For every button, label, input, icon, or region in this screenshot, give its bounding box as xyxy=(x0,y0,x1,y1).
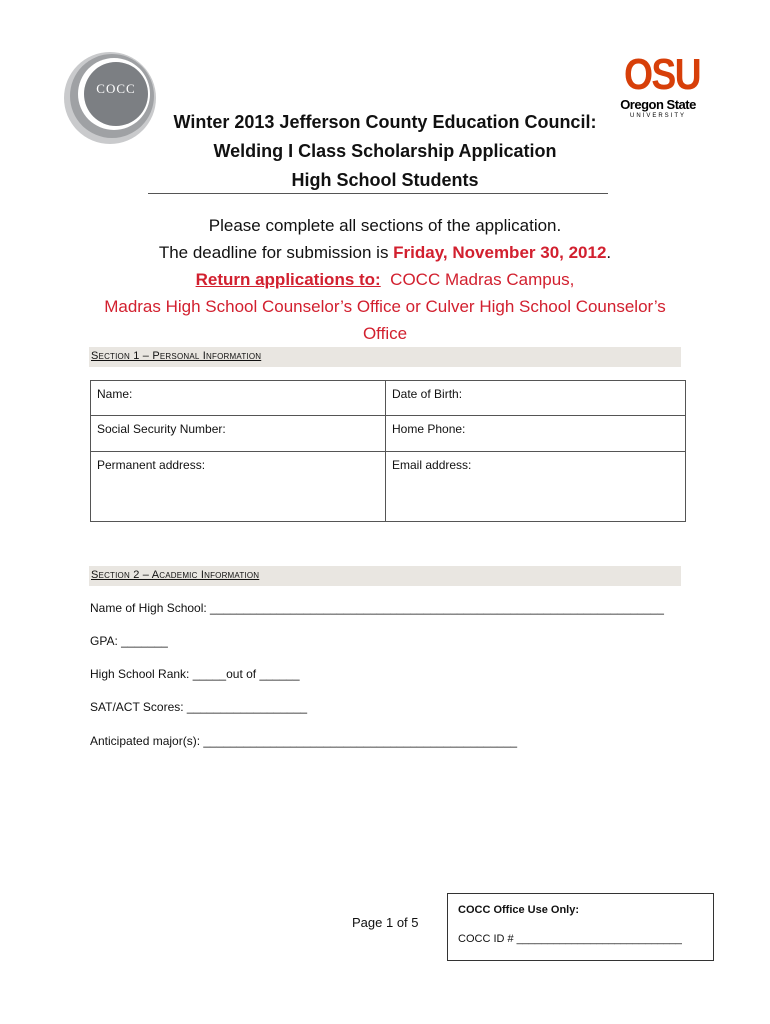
table-row xyxy=(91,381,686,416)
cocc-logo-text: COCC xyxy=(96,81,136,96)
osu-logo-name: Oregon State xyxy=(620,97,696,112)
instructions xyxy=(80,212,690,347)
osu-logo-sub: UNIVERSITY xyxy=(629,113,686,119)
deadline-suffix: . xyxy=(606,243,612,262)
return-line-2: Madras High School Counselor’s Office or Culver High School Counselor’s Office xyxy=(104,297,666,343)
return-place: COCC Madras Campus, xyxy=(380,270,575,289)
ssn-field[interactable]: Social Security Number: xyxy=(91,416,386,452)
deadline-prefix: The deadline for submission is xyxy=(158,243,394,262)
email-field[interactable]: Email address: xyxy=(386,452,686,522)
section-1-header xyxy=(89,347,681,367)
title-line-2: Welding I Class Scholarship Application xyxy=(213,141,557,161)
title-line-1: Winter 2013 Jefferson County Education Council: xyxy=(173,112,597,132)
section-2-header xyxy=(89,566,681,586)
table-row xyxy=(91,416,686,452)
return-label: Return applications to: xyxy=(195,270,381,289)
section-2-heading: Section 2 – Academic Information xyxy=(91,569,260,581)
high-school-rank-field[interactable]: High School Rank: _____out of ______ xyxy=(90,667,300,681)
dob-field[interactable]: Date of Birth: xyxy=(386,381,686,416)
home-phone-field[interactable]: Home Phone: xyxy=(386,416,686,452)
gpa-field[interactable]: GPA: _______ xyxy=(90,634,168,648)
personal-info-table xyxy=(90,380,686,522)
title-line-3: High School Students xyxy=(291,170,479,190)
name-field[interactable]: Name: xyxy=(91,381,386,416)
osu-logo-mark: OSU xyxy=(624,50,700,99)
deadline-date: Friday, November 30, 2012 xyxy=(393,243,607,262)
office-use-box xyxy=(447,893,714,961)
anticipated-major-field[interactable]: Anticipated major(s): _______________________________________________ xyxy=(90,734,518,748)
document-title xyxy=(120,108,650,195)
instructions-line-1: Please complete all sections of the application. xyxy=(208,216,562,235)
table-row xyxy=(91,452,686,522)
cocc-id-field: COCC ID # ___________________________ xyxy=(458,933,682,945)
high-school-name-field[interactable]: Name of High School: ____________________________________________________________________ xyxy=(90,601,664,615)
section-1-heading: Section 1 – Personal Information xyxy=(91,350,262,362)
return-line xyxy=(80,266,690,293)
title-divider xyxy=(148,193,608,194)
page-number: Page 1 of 5 xyxy=(352,915,419,930)
sat-act-scores-field[interactable]: SAT/ACT Scores: __________________ xyxy=(90,700,308,714)
deadline-line xyxy=(80,239,690,266)
permanent-address-field[interactable]: Permanent address: xyxy=(91,452,386,522)
office-use-heading: COCC Office Use Only: xyxy=(458,904,580,916)
